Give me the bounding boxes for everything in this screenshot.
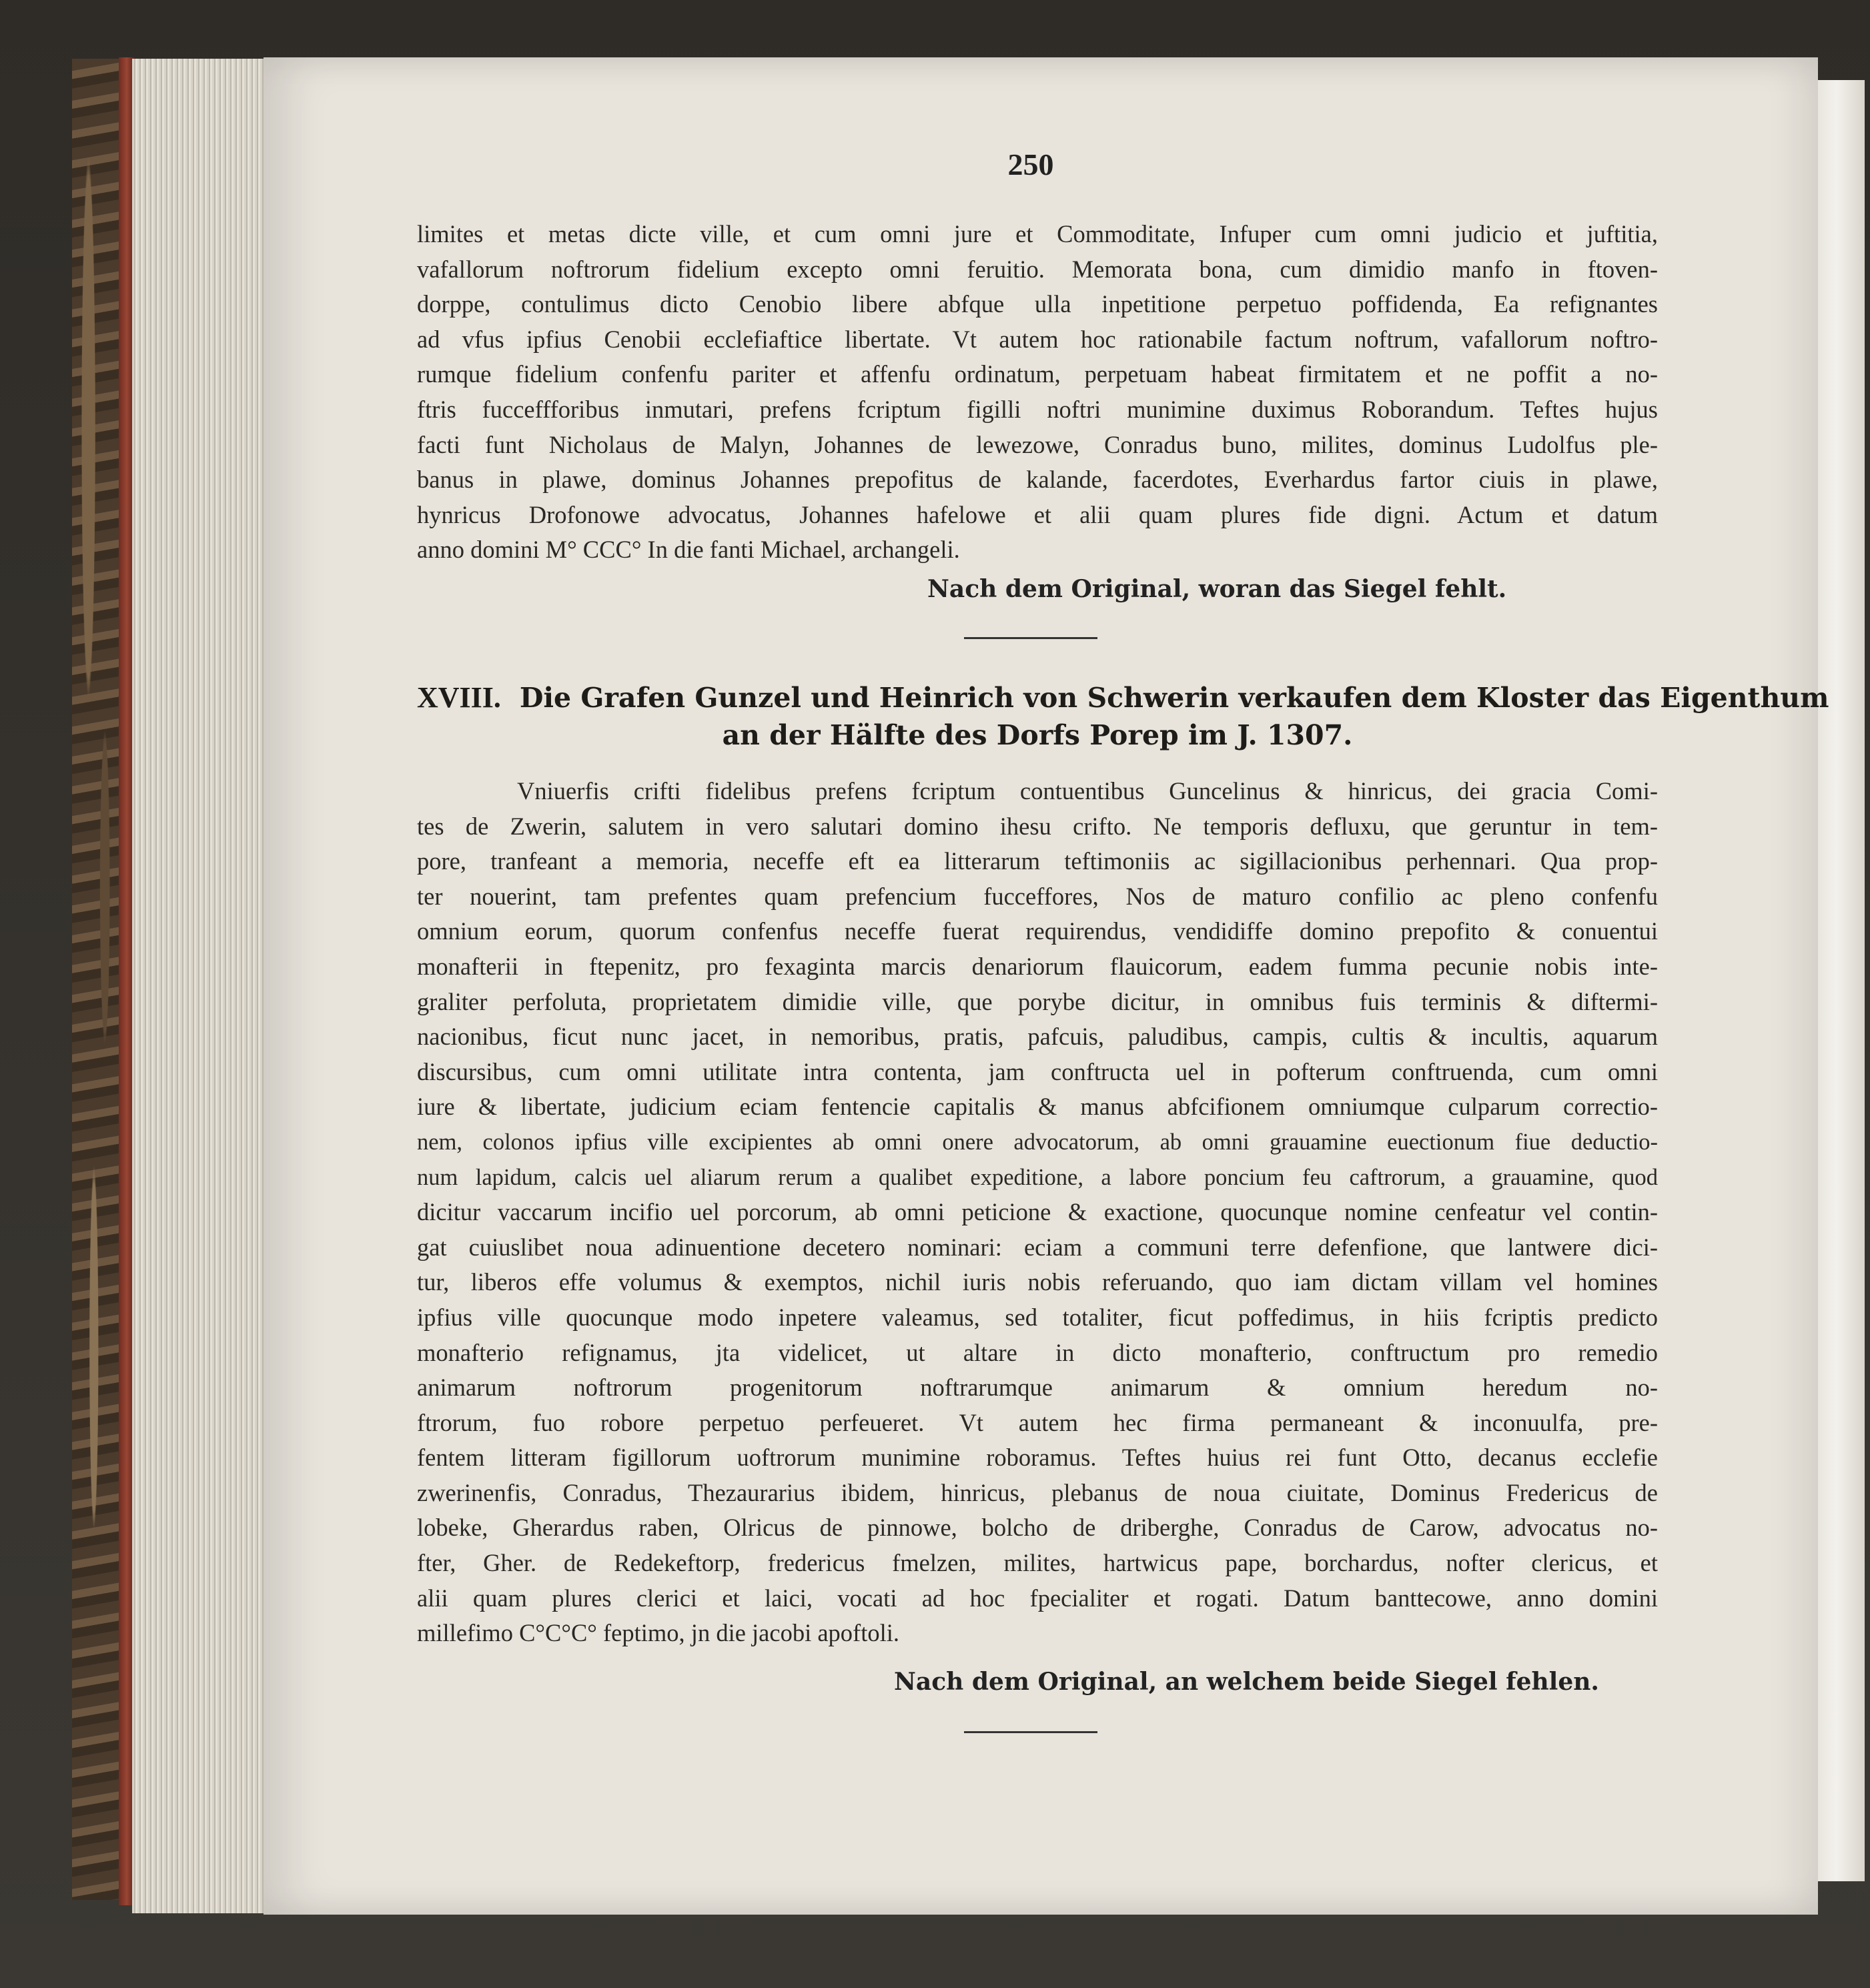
text-line: monafterio refignamus, jta videlicet, ut altare in dicto monafterio, conftructum pro remedio (417, 1338, 1658, 1366)
text-line: tur, liberos effe volumus & exemptos, nichil iuris nobis referuando, quo iam dictam villam vel homines (417, 1268, 1658, 1296)
text-line: ftrorum, fuo robore perpetuo perfeueret. Vt autem hec firma permaneant & inconuulfa, pre- (417, 1408, 1658, 1436)
text-line: tes de Zwerin, salutem in vero salutari domino ihesu crifto. Ne temporis defluxu, que geruntur in tem- (417, 812, 1658, 840)
text-line: rumque fidelium confenfu pariter et affenfu ordinatum, perpetuam habeat firmitatem et ne poffit a no- (417, 360, 1658, 388)
paragraph-2 (417, 774, 1658, 1651)
section-divider (964, 637, 1097, 639)
text-line: discursibus, cum omni utilitate intra contenta, jam conftructa uel in pofterum conftruenda, cum omni (417, 1057, 1658, 1085)
text-line: dorppe, contulimus dicto Cenobio libere abfque ulla inpetitione perpetuo poffidenda, Ea refignantes (417, 290, 1658, 318)
text-line: animarum noftrorum progenitorum noftrarumque animarum & omnium heredum no- (417, 1374, 1658, 1402)
text-line: iure & libertate, judicium eciam fentencie capitalis & manus abfcifionem omniumque culparum correctio- (417, 1093, 1658, 1121)
text-line: ipfius ville quocunque modo inpetere valeamus, sed totaliter, ficut poffedimus, in hiis fcriptis predicto (417, 1303, 1658, 1331)
page-stack-edges (132, 59, 266, 1913)
text-line: omnium eorum, quorum confenfus neceffe fuerat requirendus, vendidiffe domino prepofito & conuentui (417, 917, 1658, 945)
text-line: dicitur vaccarum incifio uel porcorum, ab omni peticione & exactione, quocunque nomine cenfeatur vel contin- (417, 1198, 1658, 1226)
section-heading (417, 679, 1829, 754)
text-line: lobeke, Gherardus raben, Olricus de pinnowe, bolcho de driberghe, Conradus de Carow, advocatus no- (417, 1514, 1658, 1542)
text-line: gat cuiuslibet noua adinuentione decetero nominari: eciam a communi terre defenfione, que lantwere dici- (417, 1233, 1658, 1261)
text-line: anno domini M° CCC° In die fanti Michael, archangeli. (417, 536, 960, 564)
heading-line-1: Die Grafen Gunzel und Heinrich von Schwerin verkaufen dem Kloster das Eigenthum (519, 682, 1829, 714)
text-line: facti funt Nicholaus de Malyn, Johannes de lewezowe, Conradus buno, milites, dominus Ludolfus ple- (417, 430, 1658, 458)
text-line: millefimo C°C°C° feptimo, jn die jacobi apoftoli. (417, 1619, 899, 1647)
text-line: banus in plawe, dominus Johannes prepofitus de kalande, facerdotes, Everhardus fartor ciuis in plawe, (417, 466, 1658, 494)
text-line: num lapidum, calcis uel aliarum rerum a qualibet expeditione, a labore poncium feu caftrorum, a grauamine, quod (417, 1164, 1658, 1190)
section-number: XVIII. (417, 681, 501, 714)
text-line: zwerinenfis, Conradus, Thezaurarius ibidem, hinricus, plebanus de noua ciuitate, Dominus Fredericus de (417, 1478, 1658, 1506)
text-line: nacionibus, ficut nunc jacet, in nemoribus, pratis, pafcuis, paludibus, campis, cultis & incultis, aquarum (417, 1023, 1658, 1051)
text-line: alii quam plures clerici et laici, vocati ad hoc fpecialiter et rogati. Datum banttecowe, anno domini (417, 1584, 1658, 1612)
text-line: graliter perfoluta, proprietatem dimidie ville, que porybe dicitur, in omnibus fuis terminis & diftermi- (417, 987, 1658, 1015)
text-line: ftris fucceffforibus inmutari, prefens fcriptum figilli noftri munimine duximus Roborandum. Teftes hujus (417, 395, 1658, 423)
text-line: monafterii in ftepenitz, pro fexaginta marcis denariorum flauicorum, eadem fumma pecunie nobis inte- (417, 952, 1658, 980)
text-line: ter nouerint, tam prefentes quam prefencium fucceffores, Nos de maturo confilio ac pleno confenfu (417, 882, 1658, 910)
heading-line-2: an der Hälfte des Dorfs Porep im J. 1307. (722, 719, 1353, 751)
facing-page-edge (1818, 80, 1865, 1881)
text-line: vafallorum noftrorum fidelium excepto omni feruitio. Memorata bona, cum dimidio manfo in ftoven- (417, 255, 1658, 283)
paragraph-1 (417, 217, 1658, 568)
text-line: nem, colonos ipfius ville excipientes ab omni onere advocatorum, ab omni grauamine euectionum fiue deductio- (417, 1129, 1658, 1155)
text-line: fentem litteram figillorum uoftrorum munimine roboramus. Teftes huius rei funt Otto, decanus ecclefie (417, 1444, 1658, 1472)
section-divider (964, 1731, 1097, 1733)
text-line: fter, Gher. de Redekeftorp, fredericus fmelzen, milites, hartwicus pape, borchardus, nofter clericus, et (417, 1549, 1658, 1577)
text-line: limites et metas dicte ville, et cum omni jure et Commoditate, Infuper cum omni judicio et juftitia, (417, 220, 1658, 247)
source-note: Nach dem Original, woran das Siegel fehlt. (927, 575, 1507, 603)
text-line: ad vfus ipfius Cenobii ecclefiaftice libertate. Vt autem hoc rationabile factum noftrum, vafallorum noftro- (417, 325, 1658, 353)
page-number: 250 (1007, 147, 1054, 181)
source-note: Nach dem Original, an welchem beide Siegel fehlen. (894, 1668, 1599, 1696)
text-line: pore, tranfeant a memoria, neceffe eft ea litterarum teftimoniis ac sigillacionibus perhennari. Qua prop- (417, 847, 1658, 875)
text-line: hynricus Drofonowe advocatus, Johannes hafelowe et alii quam plures fide digni. Actum et datum (417, 500, 1658, 528)
text-line: Vniuerfis crifti fidelibus prefens fcriptum contuentibus Guncelinus & hinricus, dei gracia Comi- (517, 777, 1658, 805)
